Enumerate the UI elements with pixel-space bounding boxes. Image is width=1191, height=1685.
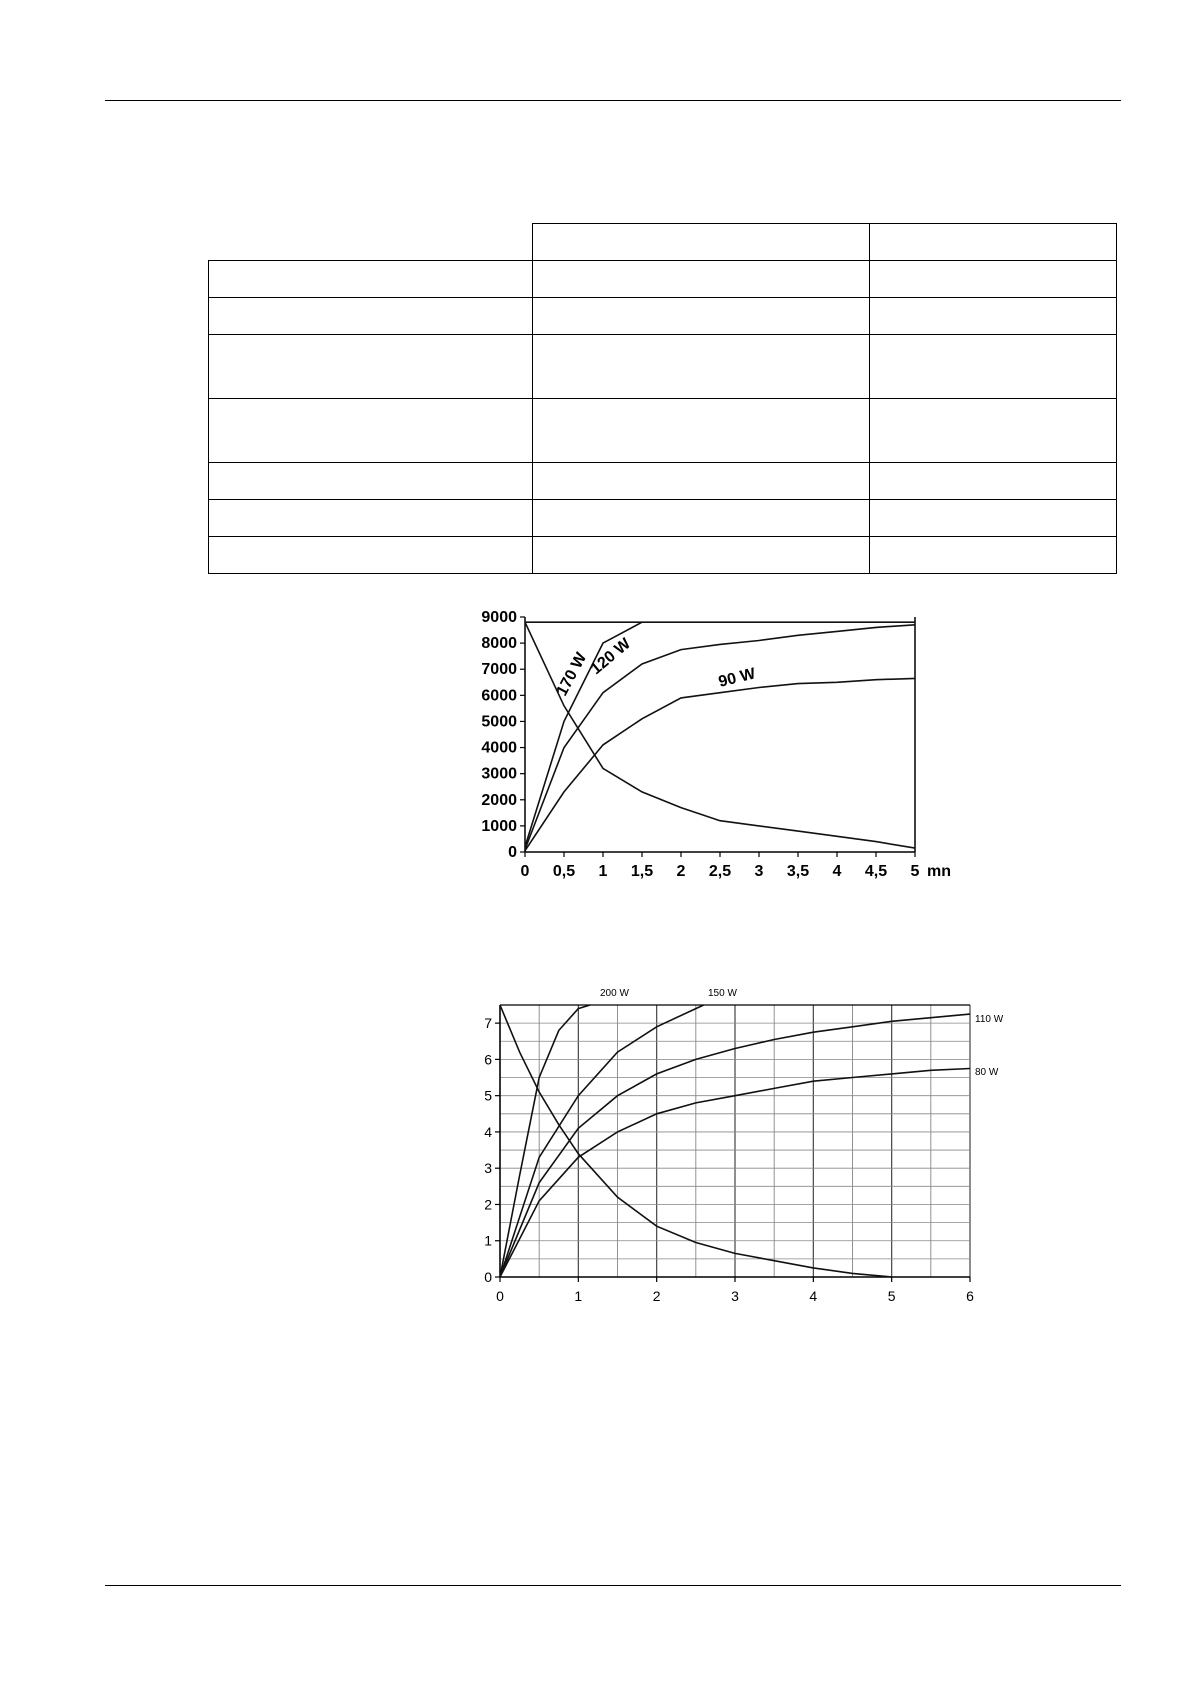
- spec-table: [208, 223, 1117, 574]
- y-tick-label: 0: [484, 1269, 492, 1285]
- table-cell: [533, 500, 870, 537]
- y-tick-label: 1000: [481, 817, 517, 835]
- y-tick-label: 6: [484, 1051, 492, 1068]
- x-tick-label: 0,5: [552, 863, 576, 880]
- table-row: [209, 463, 1117, 500]
- x-tick-label: 4: [809, 1288, 818, 1304]
- y-tick-label: 7000: [481, 661, 517, 679]
- x-tick-label: 0: [496, 1288, 504, 1304]
- table-cell: [870, 224, 1117, 261]
- table-row: [209, 224, 1117, 261]
- y-tick-label: 3000: [481, 765, 517, 783]
- x-tick-label: 2,5: [708, 863, 732, 880]
- table-row: [209, 500, 1117, 537]
- chart-temperature-rise: [430, 980, 1010, 1315]
- table-cell: [209, 298, 533, 335]
- table-row: [209, 261, 1117, 298]
- x-tick-label: 4: [832, 863, 842, 880]
- x-tick-label: 4,5: [864, 863, 888, 880]
- y-tick-label: 0: [508, 844, 517, 861]
- y-tick-label: 4: [484, 1123, 492, 1140]
- series-line: [525, 678, 915, 850]
- y-tick-label: 5000: [481, 713, 517, 731]
- header-rule: [105, 100, 1121, 101]
- y-tick-label: 6000: [481, 687, 517, 705]
- table-row: [209, 298, 1117, 335]
- x-tick-label: 2: [676, 863, 686, 880]
- table-row: [209, 399, 1117, 463]
- table-cell: [533, 224, 870, 261]
- y-tick-label: 4000: [481, 739, 517, 757]
- x-tick-label: 6: [966, 1288, 974, 1304]
- y-tick-label: 2000: [481, 791, 517, 809]
- x-tick-label: 5: [887, 1288, 896, 1304]
- series-label: 200 W: [600, 988, 629, 999]
- chart-concentration: [430, 605, 960, 895]
- x-tick-label: 2: [652, 1288, 661, 1304]
- x-tick-label: 3,5: [786, 863, 810, 880]
- series-label: 110 W: [975, 1014, 1004, 1025]
- x-tick-label: 3: [754, 863, 764, 880]
- series-label: 150 W: [708, 988, 737, 999]
- series-label: 170 W: [553, 650, 591, 699]
- table-cell: [870, 261, 1117, 298]
- table-cell: [209, 335, 533, 399]
- table-cell: [209, 261, 533, 298]
- x-tick-label: 0: [520, 863, 530, 880]
- y-tick-label: 1: [484, 1232, 492, 1249]
- series-label: 90 W: [716, 665, 758, 691]
- table-cell: [209, 537, 533, 574]
- series-label: 120 W: [587, 635, 635, 679]
- x-tick-label: 1: [598, 863, 608, 880]
- y-tick-label: 3: [484, 1160, 492, 1177]
- y-tick-label: 2: [484, 1196, 492, 1213]
- table-cell: [870, 399, 1117, 463]
- x-tick-label: 1,5: [630, 863, 654, 880]
- y-tick-label: 9000: [481, 609, 517, 626]
- table-cell: [870, 335, 1117, 399]
- y-tick-label: 7: [484, 1015, 492, 1032]
- table-cell: [209, 399, 533, 463]
- table-cell: [870, 500, 1117, 537]
- y-tick-label: 5: [484, 1087, 492, 1104]
- table-cell: [870, 537, 1117, 574]
- table-cell: [533, 399, 870, 463]
- table-cell: [533, 335, 870, 399]
- table-cell: [209, 500, 533, 537]
- x-tick-label: 3: [731, 1288, 739, 1304]
- table-cell: [533, 261, 870, 298]
- series-label: 80 W: [975, 1067, 999, 1078]
- table-cell: [209, 463, 533, 500]
- x-axis-label: mn: [927, 863, 951, 880]
- table-cell: [870, 463, 1117, 500]
- series-line: [500, 1005, 704, 1277]
- table-cell: [533, 298, 870, 335]
- table-cell: [533, 463, 870, 500]
- y-tick-label: 8000: [481, 635, 517, 653]
- table-row: [209, 335, 1117, 399]
- footer-rule: [105, 1585, 1121, 1586]
- x-tick-label: 1: [574, 1288, 583, 1304]
- table-cell: [209, 224, 533, 261]
- table-cell: [870, 298, 1117, 335]
- x-tick-label: 5: [910, 863, 920, 880]
- table-cell: [533, 537, 870, 574]
- table-row: [209, 537, 1117, 574]
